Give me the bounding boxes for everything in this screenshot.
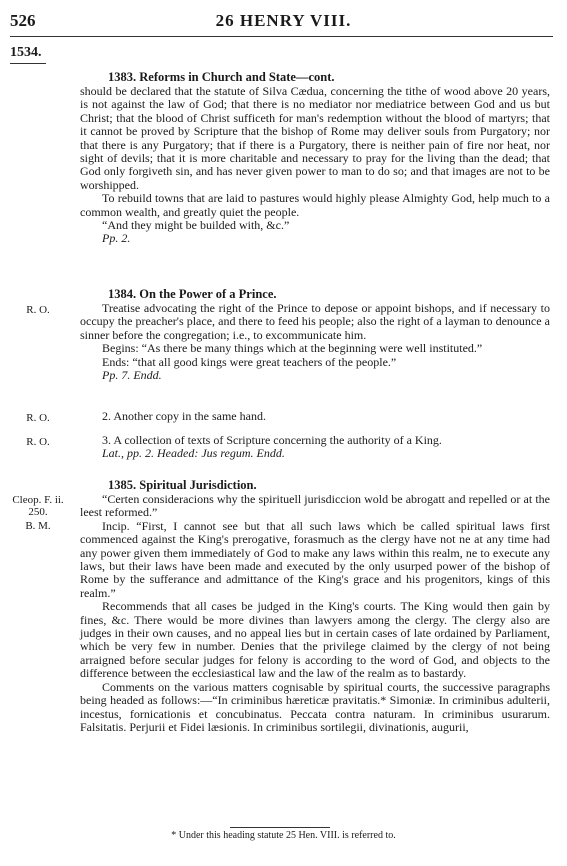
page-number: 526 xyxy=(10,11,36,30)
entry-1384-texts: 3. A collection of texts of Scripture concerning the authority of a King. Lat., pp. 2. Headed: Jus regum. Endd. xyxy=(102,433,442,461)
footnote-rule xyxy=(230,827,330,828)
entry-1383-ends: “And they might be builded with, &c.” xyxy=(102,218,290,233)
entry-1384-pp: Pp. 7. Endd. xyxy=(102,368,162,383)
entry-1385-body xyxy=(80,493,550,734)
entry-1384-copy: 2. Another copy in the same hand. xyxy=(102,409,266,423)
entry-1385-heading: 1385. Spiritual Jurisdiction. xyxy=(108,478,257,492)
entry-1383-heading: 1383. Reforms in Church and State—cont. xyxy=(108,70,335,84)
entry-1385-incip: Incip. “First, I cannot see but that all such laws which be called spiritual laws first commenced against the King's prerogative, forasmuch as the clergy have not ne at any time had any power given them immediately of God to make any laws within this realm, ne to execute any laws, but their laws have been made and executed by the only usurped power of the bishop of Rome by the sufferance and admittance of the King's grace and his progenitors, kings of this realm.” xyxy=(80,518,550,600)
entry-1384-begins: Begins: “As there be many things which at the beginning were well instituted.” xyxy=(102,341,483,356)
entry-1384-body xyxy=(80,302,550,382)
entry-1385-margin-bm: B. M. xyxy=(25,520,51,532)
year-label: 1534. xyxy=(10,45,42,60)
entry-1385-para2: Recommends that all cases be judged in the King's courts. The King would then gain by fines, &c. There would be more divines than lawyers among the clergy. The clergy also are judges in their own causes, and no appeal lies but in certain cases of late ordained by Parliament, which be very few in number. Denies that the privilege claimed by the clergy of not being arraigned before secular judges for felony is according to the word of God, and objects to the difference between the ecclesiastical law and the law of the realm as to bastardy. xyxy=(80,599,550,681)
entry-1384-margin-ro: R. O. xyxy=(26,304,50,316)
entry-1384-ends: Ends: “that all good kings were great teachers of the people.” xyxy=(102,354,397,369)
entry-1384-heading: 1384. On the Power of a Prince. xyxy=(108,287,277,301)
entry-1384-margin-ro-3: R. O. xyxy=(26,436,50,448)
running-title: 26 HENRY VIII. xyxy=(215,11,352,30)
entry-1384-margin-ro-2: R. O. xyxy=(26,412,50,424)
footnote: * Under this heading statute 25 Hen. VIII. is referred to. xyxy=(171,830,396,841)
entry-1383-para2: To rebuild towns that are laid to pastures would highly please Almighty God, help much to a common wealth, and greatly quiet the people. xyxy=(80,191,550,219)
entry-1383-body xyxy=(80,85,550,246)
entry-1385-quote: “Certen consideracions why the spirituell jurisdiccion wold be abrogatt and repelled or at the leest reformed.” xyxy=(80,492,550,520)
entry-1385-margin-cleop: Cleop. F. ii. 250. xyxy=(12,494,64,518)
year-rule xyxy=(10,63,46,64)
entry-1385-para3: Comments on the various matters cognisable by spiritual courts, the successive paragraphs being headed as follows:—“In criminibus hæreticæ pravitatis.* Simoniæ. In criminibus adulterii, incestus, fornicationis et concubinatus. Peccata contra naturam. In criminibus usurarum. Falsitatis. Perjurii et Fidei læsionis. In criminibus sortilegii, divinationis, augurii, xyxy=(80,679,550,734)
entry-1383-para1: should be declared that the statute of Silva Cædua, concerning the tithe of wood above 20 years, is not against the law of God; that there is no mediator nor mediatrice between God and us but Christ; that the blood of Christ sufficeth for man's redemption without the blood of martyrs; that it cannot be proved by Scripture that the bishop of Rome may deliver souls from Purgatory; nor that there is any Purgatory; that if there is a Purgatory, there is neither pain of fire nor heat, nor sight of devils; that it is more charitable and necessary to pray for the living than the dead; that God only forgiveth sin, and has never given power to man to do so; and that images are not to be worshipped. xyxy=(80,84,550,192)
header-rule xyxy=(10,36,553,37)
entry-1383-pp: Pp. 2. xyxy=(102,231,131,246)
entry-1384-para1: Treatise advocating the right of the Prince to depose or appoint bishops, and if necessary to occupy the preacher's place, and there to feed his people; also the right of a layman to denounce a sinner before the congregation; i.e., to excommunicate him. xyxy=(80,301,550,342)
